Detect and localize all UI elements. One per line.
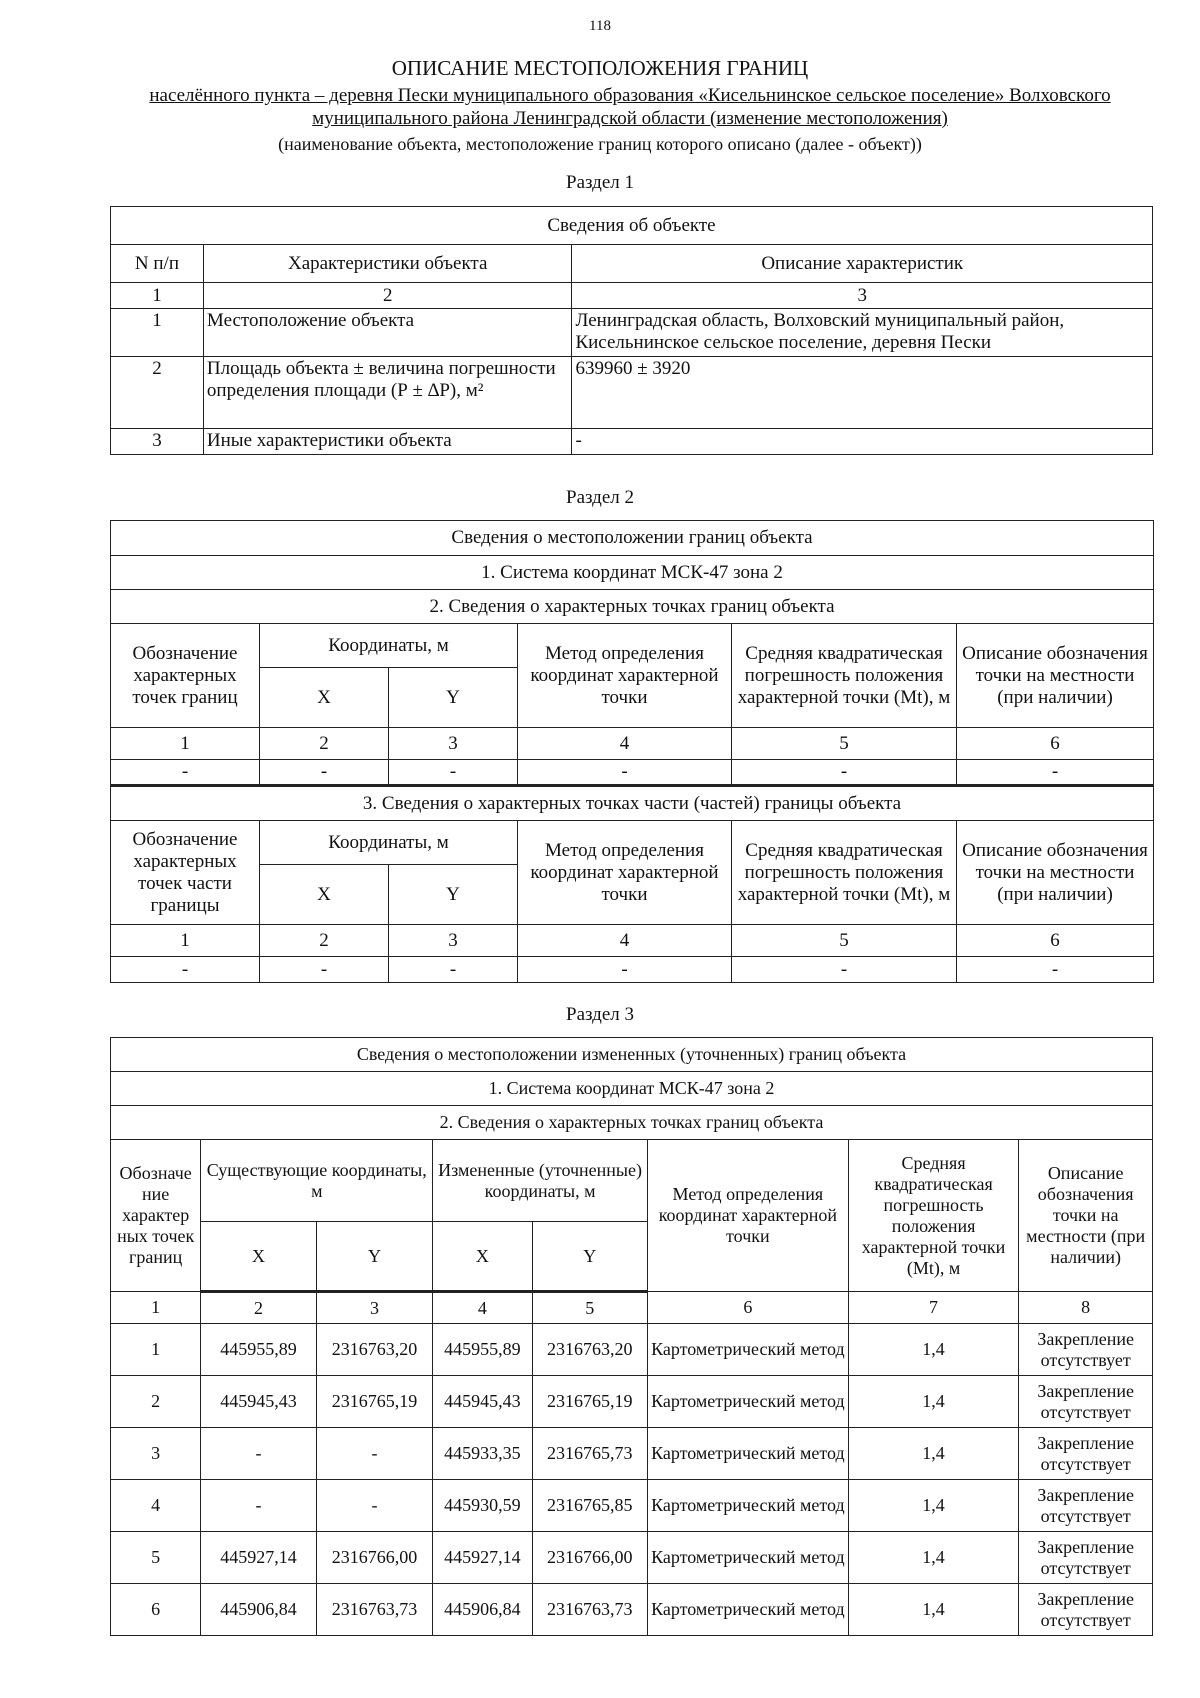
existing-y: - bbox=[316, 1480, 432, 1532]
coordinate-system: 1. Система координат МСК-47 зона 2 bbox=[111, 556, 1154, 590]
point-description: Закрепление отсутствует bbox=[1019, 1480, 1153, 1532]
table-row bbox=[111, 957, 1154, 983]
col-number: 6 bbox=[957, 925, 1154, 957]
header-y: Y bbox=[316, 1222, 432, 1292]
header-changed-coordinates: Измененные (уточненные) координаты, м bbox=[433, 1140, 648, 1222]
table-row bbox=[111, 1584, 1153, 1636]
object-name-caption: (наименование объекта, местоположение границ которого описано (далее - объект)) bbox=[278, 134, 922, 154]
header-existing-coordinates: Существующие координаты, м bbox=[201, 1140, 433, 1222]
section-2-heading: Раздел 2 bbox=[566, 487, 634, 508]
accuracy: 1,4 bbox=[848, 1428, 1019, 1480]
header-y: Y bbox=[532, 1222, 647, 1292]
col-number: 2 bbox=[201, 1292, 316, 1324]
object-name: населённого пункта – деревня Пески муниципального образования «Кисельнинское сельское поселение» Волховского муниципального района Ленинградской области (изменение местоположения) bbox=[149, 85, 1111, 129]
method: Картометрический метод bbox=[647, 1376, 848, 1428]
existing-y: - bbox=[316, 1428, 432, 1480]
row-value: - bbox=[572, 429, 1153, 455]
method: Картометрический метод bbox=[647, 1532, 848, 1584]
header-number: N п/п bbox=[111, 245, 204, 283]
accuracy: 1,4 bbox=[848, 1532, 1019, 1584]
table-row bbox=[111, 309, 1153, 357]
changed-y: 2316765,19 bbox=[532, 1376, 647, 1428]
col-number: 8 bbox=[1019, 1292, 1153, 1324]
table-row bbox=[111, 357, 1153, 429]
header-characteristic: Характеристики объекта bbox=[203, 245, 572, 283]
changed-y: 2316766,00 bbox=[532, 1532, 647, 1584]
existing-x: - bbox=[201, 1480, 316, 1532]
col-number: 5 bbox=[532, 1292, 647, 1324]
col-number: 1 bbox=[111, 1292, 201, 1324]
header-accuracy: Средняя квадратическая погрешность положения характерной точки (Mt), м bbox=[732, 821, 957, 925]
header-point-part: Обозначение характерных точек части границы bbox=[111, 821, 260, 925]
method: Картометрический метод bbox=[647, 1324, 848, 1376]
coordinate-system: 1. Система координат МСК-47 зона 2 bbox=[111, 1072, 1153, 1106]
col-number: 4 bbox=[518, 925, 732, 957]
empty-cell: - bbox=[518, 760, 732, 786]
boundary-location-table bbox=[110, 520, 1154, 983]
header-description: Описание характеристик bbox=[572, 245, 1153, 283]
header-method: Метод определения координат характерной точки bbox=[518, 821, 732, 925]
table-row bbox=[111, 429, 1153, 455]
col-number: 1 bbox=[111, 925, 260, 957]
point-description: Закрепление отсутствует bbox=[1019, 1376, 1153, 1428]
row-characteristic: Местоположение объекта bbox=[203, 309, 572, 357]
col-number: 4 bbox=[518, 728, 732, 760]
empty-cell: - bbox=[389, 957, 518, 983]
row-value: 639960 ± 3920 bbox=[572, 357, 1153, 429]
header-description: Описание обозначения точки на местности (при наличии) bbox=[957, 821, 1154, 925]
empty-cell: - bbox=[260, 957, 389, 983]
col-number: 6 bbox=[957, 728, 1154, 760]
point-number: 3 bbox=[111, 1428, 201, 1480]
point-description: Закрепление отсутствует bbox=[1019, 1428, 1153, 1480]
col-number: 3 bbox=[389, 728, 518, 760]
point-number: 5 bbox=[111, 1532, 201, 1584]
object-info-table bbox=[110, 206, 1153, 455]
point-number: 2 bbox=[111, 1376, 201, 1428]
existing-y: 2316763,20 bbox=[316, 1324, 432, 1376]
row-characteristic: Иные характеристики объекта bbox=[203, 429, 572, 455]
accuracy: 1,4 bbox=[848, 1376, 1019, 1428]
table-row bbox=[111, 1376, 1153, 1428]
section-3-heading: Раздел 3 bbox=[566, 1004, 634, 1025]
header-method: Метод определения координат характерной точки bbox=[647, 1140, 848, 1292]
point-description: Закрепление отсутствует bbox=[1019, 1324, 1153, 1376]
col-number: 3 bbox=[389, 925, 518, 957]
empty-cell: - bbox=[111, 957, 260, 983]
col-number: 7 bbox=[848, 1292, 1019, 1324]
col-number: 3 bbox=[316, 1292, 432, 1324]
empty-cell: - bbox=[732, 760, 957, 786]
table-row bbox=[111, 1532, 1153, 1584]
row-value: Ленинградская область, Волховский муниципальный район, Кисельнинское сельское поселение, деревня Пески bbox=[572, 309, 1153, 357]
header-description: Описание обозначения точки на местности (при наличии) bbox=[1019, 1140, 1153, 1292]
header-method: Метод определения координат характерной точки bbox=[518, 624, 732, 728]
accuracy: 1,4 bbox=[848, 1584, 1019, 1636]
header-x: X bbox=[433, 1222, 532, 1292]
empty-cell: - bbox=[389, 760, 518, 786]
subsection-title: 3. Сведения о характерных точках части (частей) границы объекта bbox=[111, 786, 1154, 821]
header-point: Обозначение характерных точек границ bbox=[111, 624, 260, 728]
table-row bbox=[111, 1428, 1153, 1480]
changed-y: 2316765,85 bbox=[532, 1480, 647, 1532]
header-x: X bbox=[260, 865, 389, 925]
existing-x: 445906,84 bbox=[201, 1584, 316, 1636]
col-number: 2 bbox=[260, 925, 389, 957]
table-row bbox=[111, 1480, 1153, 1532]
point-number: 1 bbox=[111, 1324, 201, 1376]
changed-x: 445945,43 bbox=[433, 1376, 532, 1428]
changed-x: 445933,35 bbox=[433, 1428, 532, 1480]
changed-y: 2316765,73 bbox=[532, 1428, 647, 1480]
empty-cell: - bbox=[111, 760, 260, 786]
header-accuracy: Средняя квадратическая погрешность положения характерной точки (Mt), м bbox=[732, 624, 957, 728]
existing-y: 2316763,73 bbox=[316, 1584, 432, 1636]
empty-cell: - bbox=[518, 957, 732, 983]
header-coordinates: Координаты, м bbox=[260, 624, 518, 668]
header-accuracy: Средняя квадратическая погрешность положения характерной точки (Mt), м bbox=[848, 1140, 1019, 1292]
changed-x: 445927,14 bbox=[433, 1532, 532, 1584]
header-y: Y bbox=[389, 668, 518, 728]
row-number: 1 bbox=[111, 309, 204, 357]
col-number: 6 bbox=[647, 1292, 848, 1324]
col-number: 3 bbox=[572, 283, 1153, 309]
subsection-title: 2. Сведения о характерных точках границ объекта bbox=[111, 590, 1154, 624]
point-description: Закрепление отсутствует bbox=[1019, 1584, 1153, 1636]
table-row bbox=[111, 1324, 1153, 1376]
method: Картометрический метод bbox=[647, 1428, 848, 1480]
header-coordinates: Координаты, м bbox=[260, 821, 518, 865]
header-description: Описание обозначения точки на местности (при наличии) bbox=[957, 624, 1154, 728]
empty-cell: - bbox=[957, 760, 1154, 786]
header-x: X bbox=[201, 1222, 316, 1292]
existing-x: 445955,89 bbox=[201, 1324, 316, 1376]
empty-cell: - bbox=[957, 957, 1154, 983]
col-number: 1 bbox=[111, 283, 204, 309]
col-number: 5 bbox=[732, 925, 957, 957]
document-title: ОПИСАНИЕ МЕСТОПОЛОЖЕНИЯ ГРАНИЦ bbox=[391, 56, 809, 80]
table-title: Сведения о местоположении границ объекта bbox=[111, 521, 1154, 556]
point-description: Закрепление отсутствует bbox=[1019, 1532, 1153, 1584]
changed-y: 2316763,20 bbox=[532, 1324, 647, 1376]
method: Картометрический метод bbox=[647, 1480, 848, 1532]
header-point: Обозначе ние характер ных точек границ bbox=[111, 1140, 201, 1292]
header-y: Y bbox=[389, 865, 518, 925]
existing-y: 2316765,19 bbox=[316, 1376, 432, 1428]
changed-x: 445930,59 bbox=[433, 1480, 532, 1532]
point-number: 6 bbox=[111, 1584, 201, 1636]
empty-cell: - bbox=[260, 760, 389, 786]
header-x: X bbox=[260, 668, 389, 728]
changed-boundary-table bbox=[110, 1037, 1153, 1636]
col-number: 5 bbox=[732, 728, 957, 760]
col-number: 1 bbox=[111, 728, 260, 760]
page-number: 118 bbox=[589, 18, 611, 34]
table-row bbox=[111, 760, 1154, 786]
col-number: 2 bbox=[203, 283, 572, 309]
existing-x: - bbox=[201, 1428, 316, 1480]
section-1-heading: Раздел 1 bbox=[566, 172, 634, 193]
changed-y: 2316763,73 bbox=[532, 1584, 647, 1636]
col-number: 2 bbox=[260, 728, 389, 760]
empty-cell: - bbox=[732, 957, 957, 983]
col-number: 4 bbox=[433, 1292, 532, 1324]
row-characteristic: Площадь объекта ± величина погрешности определения площади (Р ± ∆Р), м² bbox=[203, 357, 572, 429]
row-number: 3 bbox=[111, 429, 204, 455]
existing-y: 2316766,00 bbox=[316, 1532, 432, 1584]
point-number: 4 bbox=[111, 1480, 201, 1532]
accuracy: 1,4 bbox=[848, 1480, 1019, 1532]
table-title: Сведения о местоположении измененных (уточненных) границ объекта bbox=[111, 1038, 1153, 1072]
existing-x: 445927,14 bbox=[201, 1532, 316, 1584]
changed-x: 445955,89 bbox=[433, 1324, 532, 1376]
subsection-title: 2. Сведения о характерных точках границ объекта bbox=[111, 1106, 1153, 1140]
row-number: 2 bbox=[111, 357, 204, 429]
changed-x: 445906,84 bbox=[433, 1584, 532, 1636]
accuracy: 1,4 bbox=[848, 1324, 1019, 1376]
table-title: Сведения об объекте bbox=[111, 207, 1153, 245]
method: Картометрический метод bbox=[647, 1584, 848, 1636]
existing-x: 445945,43 bbox=[201, 1376, 316, 1428]
